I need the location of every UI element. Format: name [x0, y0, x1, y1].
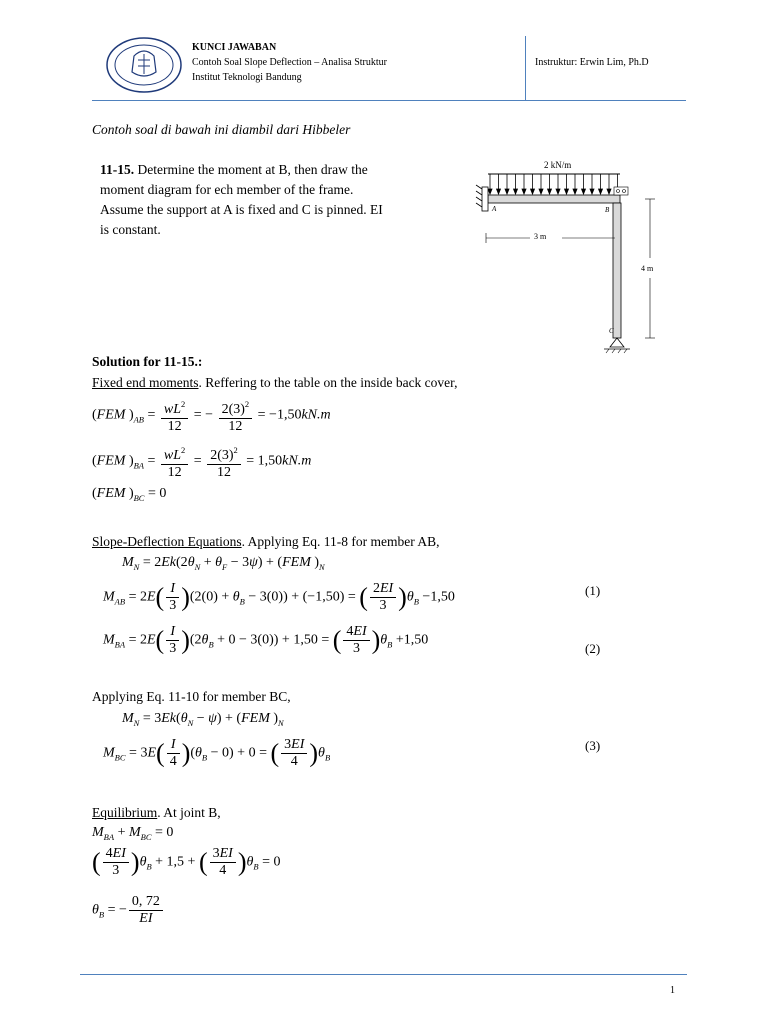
load-arrow-head: [531, 189, 535, 194]
eq-heading: Equilibrium: [92, 805, 158, 820]
label-a: A: [492, 205, 497, 213]
eq-number-2: (2): [585, 641, 601, 656]
header-course: Contoh Soal Slope Deflection – Analisa Struktur: [192, 57, 387, 68]
eq-intro: [92, 803, 221, 823]
load-arrow-head: [556, 189, 560, 194]
solution-title: Solution for 11-15.:: [92, 354, 203, 369]
load-arrow-head: [522, 189, 526, 194]
load-arrow-head: [599, 189, 603, 194]
eq-mbc: $M_{BC} = 3E$( $\frac{I}{4}$ )$(\theta_B - 0) + 0$ = ( $\frac{3EI}{4}$ )$\theta_B$: [103, 737, 331, 769]
header-title: KUNCI JAWABAN: [192, 42, 277, 53]
eq-text: . At joint B,: [157, 805, 221, 820]
sd-text: . Applying Eq. 11-8 for member AB,: [241, 534, 440, 549]
eq-equilibrium-expanded: ( $\frac{4EI}{3}$ )$\theta_B + 1,5$ + ( $\frac{3EI}{4}$ )$\theta_B = 0$: [92, 846, 281, 878]
load-arrow-head: [565, 189, 569, 194]
load-arrow-head: [505, 189, 509, 194]
eq-mab: $M_{AB} = 2E$( $\frac{I}{3}$ )$(2(0) + \theta_B - 3(0)) + (-1,50)$ = ( $\frac{2EI}{3}$ )$\theta_B -1,50$: [103, 581, 455, 613]
eq-fem-ab: (FEM )$_{AB}$ = $\frac{wL^2}{12}$ = − $\frac{2(3)^2}{12}$ = −1,50kN.m: [92, 396, 331, 435]
load-arrow-head: [582, 189, 586, 194]
sd-intro: [92, 532, 439, 552]
eq-number-1: (1): [585, 583, 601, 598]
load-label: 2 kN/m: [544, 160, 572, 170]
load-arrow-head: [607, 189, 611, 194]
problem-line-3: Assume the support at A is fixed and C is pinned. EI: [100, 202, 383, 217]
load-arrows: [488, 174, 620, 194]
load-arrow-head: [548, 189, 552, 194]
problem-number: 11-15.: [100, 162, 135, 177]
span-label: 3 m: [534, 232, 547, 241]
eq-sd-general: $M_N = 2Ek(2\theta_N + \theta_F - 3\psi) + (FEM$ )$_N$: [122, 555, 325, 572]
header-divider: [92, 100, 686, 101]
eq-mba: $M_{BA} = 2E$( $\frac{I}{3}$ )$(2\theta_B + 0 - 3(0)) + 1,50$ = ( $\frac{4EI}{3}$ )$\theta_B +1,50$: [103, 624, 429, 656]
height-label: 4 m: [641, 264, 654, 273]
intro-text: Contoh soal di bawah ini diambil dari Hibbeler: [92, 122, 351, 137]
frame-figure: [470, 155, 670, 355]
eq-theta-b: $\theta_B$ = − $\frac{0, 72}{EI}$: [92, 894, 165, 927]
load-arrow-head: [590, 189, 594, 194]
bc-intro: Applying Eq. 11-10 for member BC,: [92, 689, 291, 704]
sd-heading: Slope-Deflection Equations: [92, 534, 242, 549]
header-block: [192, 40, 387, 85]
problem-statement: [100, 160, 430, 240]
page-number: 1: [670, 985, 675, 996]
load-arrow-head: [539, 189, 543, 194]
load-arrow-head: [488, 189, 492, 194]
header-divider-vertical: [525, 36, 526, 100]
eq-number-3: (3): [585, 738, 601, 753]
problem-line-2: moment diagram for ech member of the frame.: [100, 182, 354, 197]
label-c: C: [609, 327, 614, 335]
label-b: B: [605, 206, 610, 214]
eq-bc-general: $M_N = 3Ek(\theta_N - \psi) + (FEM$ )$_N$: [122, 711, 284, 728]
footer-divider: [80, 974, 687, 975]
load-arrow-head: [497, 189, 501, 194]
eq-fem-ba: (FEM )$_{BA}$ = $\frac{wL^2}{12}$ = $\frac{2(3)^2}{12}$ = 1,50kN.m: [92, 442, 311, 481]
fem-heading: Fixed end moments: [92, 375, 199, 390]
header-instructor: Instruktur: Erwin Lim, Ph.D: [535, 57, 649, 68]
itb-logo: [104, 36, 184, 94]
load-arrow-head: [514, 189, 518, 194]
eq-fem-bc: (FEM )$_{BC} = 0$: [92, 486, 167, 503]
load-arrow-head: [573, 189, 577, 194]
eq-equilibrium: $M_{BA} + M_{BC} = 0$: [92, 825, 174, 842]
header-institution: Institut Teknologi Bandung: [192, 72, 302, 83]
fem-intro: [92, 373, 458, 393]
fem-text: . Reffering to the table on the inside back cover,: [198, 375, 458, 390]
problem-line-4: is constant.: [100, 222, 161, 237]
problem-line-1: Determine the moment at B, then draw the: [137, 162, 368, 177]
